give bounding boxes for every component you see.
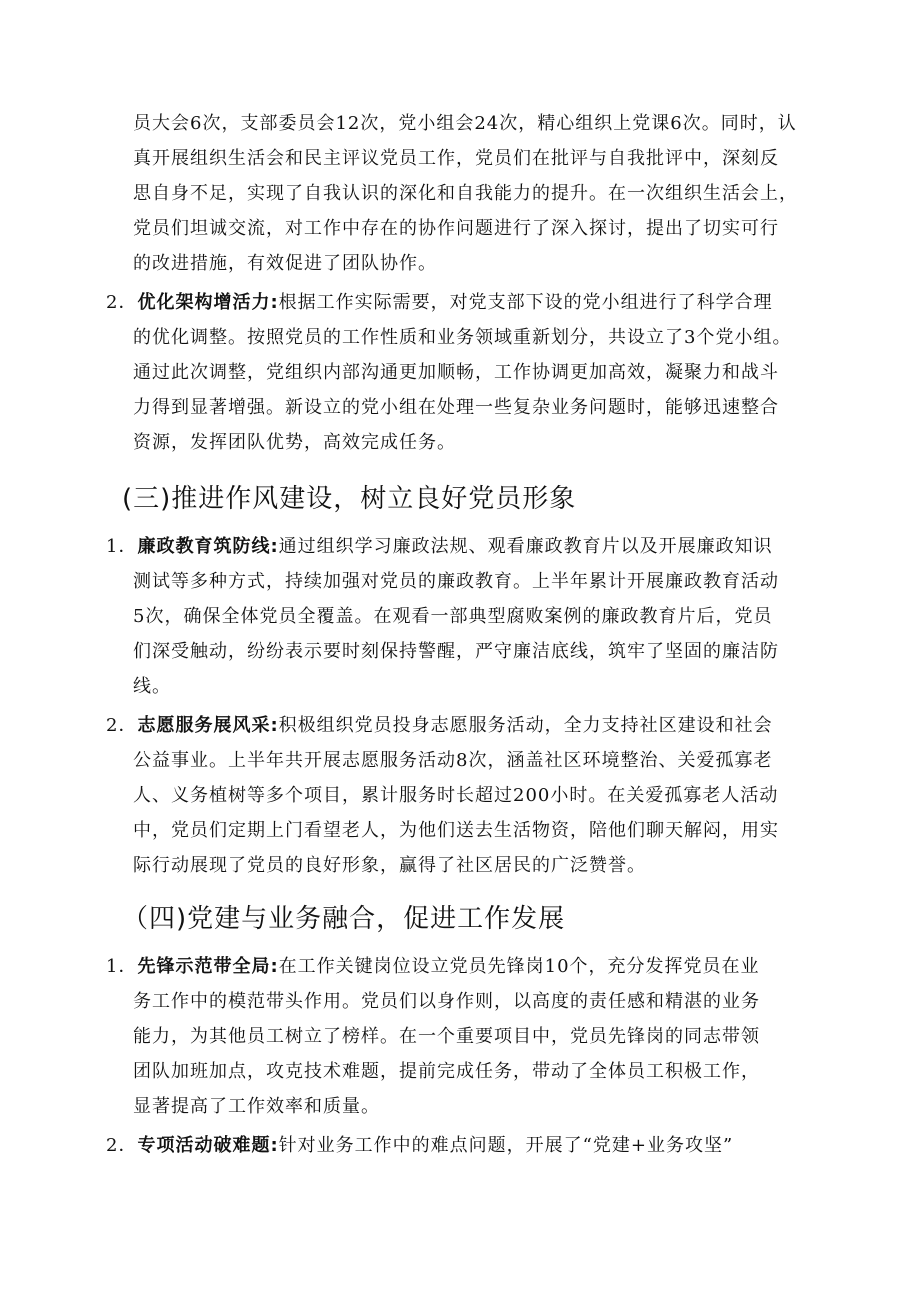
paragraph-line: 党员们坦诚交流，对工作中存在的协作问题进行了深入探讨，提出了切实可行 (133, 218, 779, 239)
list-item-title: 先锋示范带全局: (137, 956, 279, 977)
section-heading: （四)党建与业务融合，促进工作发展 (122, 904, 566, 934)
paragraph-line: 思自身不足，实现了自我认识的深化和自我能力的提升。在一次组织生活会上， (133, 183, 798, 204)
list-item-title: 专项活动破难题: (137, 1135, 279, 1156)
paragraph-line: 际行动展现了党员的良好形象，赢得了社区居民的广泛赞誉。 (133, 855, 646, 876)
paragraph-line: 资源，发挥团队优势，高效完成任务。 (133, 432, 456, 453)
paragraph-line: 5次，确保全体党员全覆盖。在观看一部典型腐败案例的廉政教育片后，党员 (133, 606, 773, 627)
list-item-title: 廉政教育筑防线: (137, 536, 279, 557)
paragraph-line: 们深受触动，纷纷表示要时刻保持警醒，严守廉洁底线，筑牢了坚固的廉洁防 (133, 641, 779, 662)
list-item-first-line (106, 535, 773, 559)
paragraph-line: 根据工作实际需要，对党支部下设的党小组进行了科学合理 (278, 292, 773, 313)
list-number: 2． (106, 715, 138, 736)
list-number: 2． (106, 1135, 138, 1156)
paragraph-line: 线。 (133, 676, 171, 697)
paragraph-line: 积极组织党员投身志愿服务活动，全力支持社区建设和社会 (278, 715, 773, 736)
paragraph-line: 的优化调整。按照党员的工作性质和业务领域重新划分，共设立了3个党小组。 (133, 327, 792, 348)
paragraph-line: 员大会6次，支部委员会12次，党小组会24次，精心组织上党课6次。同时，认 (133, 113, 797, 134)
paragraph-line: 通过此次调整，党组织内部沟通更加顺畅，工作协调更加高效，凝聚力和战斗 (133, 362, 779, 383)
paragraph-line: 通过组织学习廉政法规、观看廉政教育片以及开展廉政知识 (278, 536, 773, 557)
paragraph-line: 团队加班加点，攻克技术难题，提前完成任务，带动了全体员工积极工作， (133, 1061, 760, 1082)
section-heading: (三)推进作风建设，树立良好党员形象 (122, 484, 577, 514)
paragraph-line: 中，党员们定期上门看望老人，为他们送去生活物资，陪他们聊天解闷，用实 (133, 820, 779, 841)
paragraph-line: 务工作中的模范带头作用。党员们以身作则，以高度的责任感和精湛的业务 (133, 991, 760, 1012)
paragraph-line: 公益事业。上半年共开展志愿服务活动8次，涵盖社区环境整治、关爱孤寡老 (133, 750, 773, 771)
list-item-first-line (106, 714, 773, 738)
list-item-first-line (106, 291, 773, 315)
list-item-title: 志愿服务展风采: (137, 715, 279, 736)
paragraph-line: 能力，为其他员工树立了榜样。在一个重要项目中，党员先锋岗的同志带领 (133, 1026, 760, 1047)
paragraph-line: 人、义务植树等多个项目，累计服务时长超过200小时。在关爱孤寡老人活动 (133, 785, 779, 806)
list-number: 1． (106, 536, 138, 557)
paragraph-line: 力得到显著增强。新设立的党小组在处理一些复杂业务问题时，能够迅速整合 (133, 397, 779, 418)
paragraph-line: 测试等多种方式，持续加强对党员的廉政教育。上半年累计开展廉政教育活动 (133, 571, 779, 592)
list-item-first-line (106, 955, 760, 979)
paragraph-line: 的改进措施，有效促进了团队协作。 (133, 253, 437, 274)
paragraph-line: 在工作关键岗位设立党员先锋岗10个，充分发挥党员在业 (278, 956, 760, 977)
paragraph-line: 针对业务工作中的难点问题，开展了“党建+业务攻坚” (278, 1135, 734, 1156)
paragraph-line: 真开展组织生活会和民主评议党员工作，党员们在批评与自我批评中，深刻反 (133, 148, 779, 169)
list-number: 1． (106, 956, 138, 977)
list-item-title: 优化架构增活力: (137, 292, 279, 313)
list-item-first-line (106, 1134, 733, 1158)
list-number: 2． (106, 292, 138, 313)
paragraph-line: 显著提高了工作效率和质量。 (133, 1096, 380, 1117)
